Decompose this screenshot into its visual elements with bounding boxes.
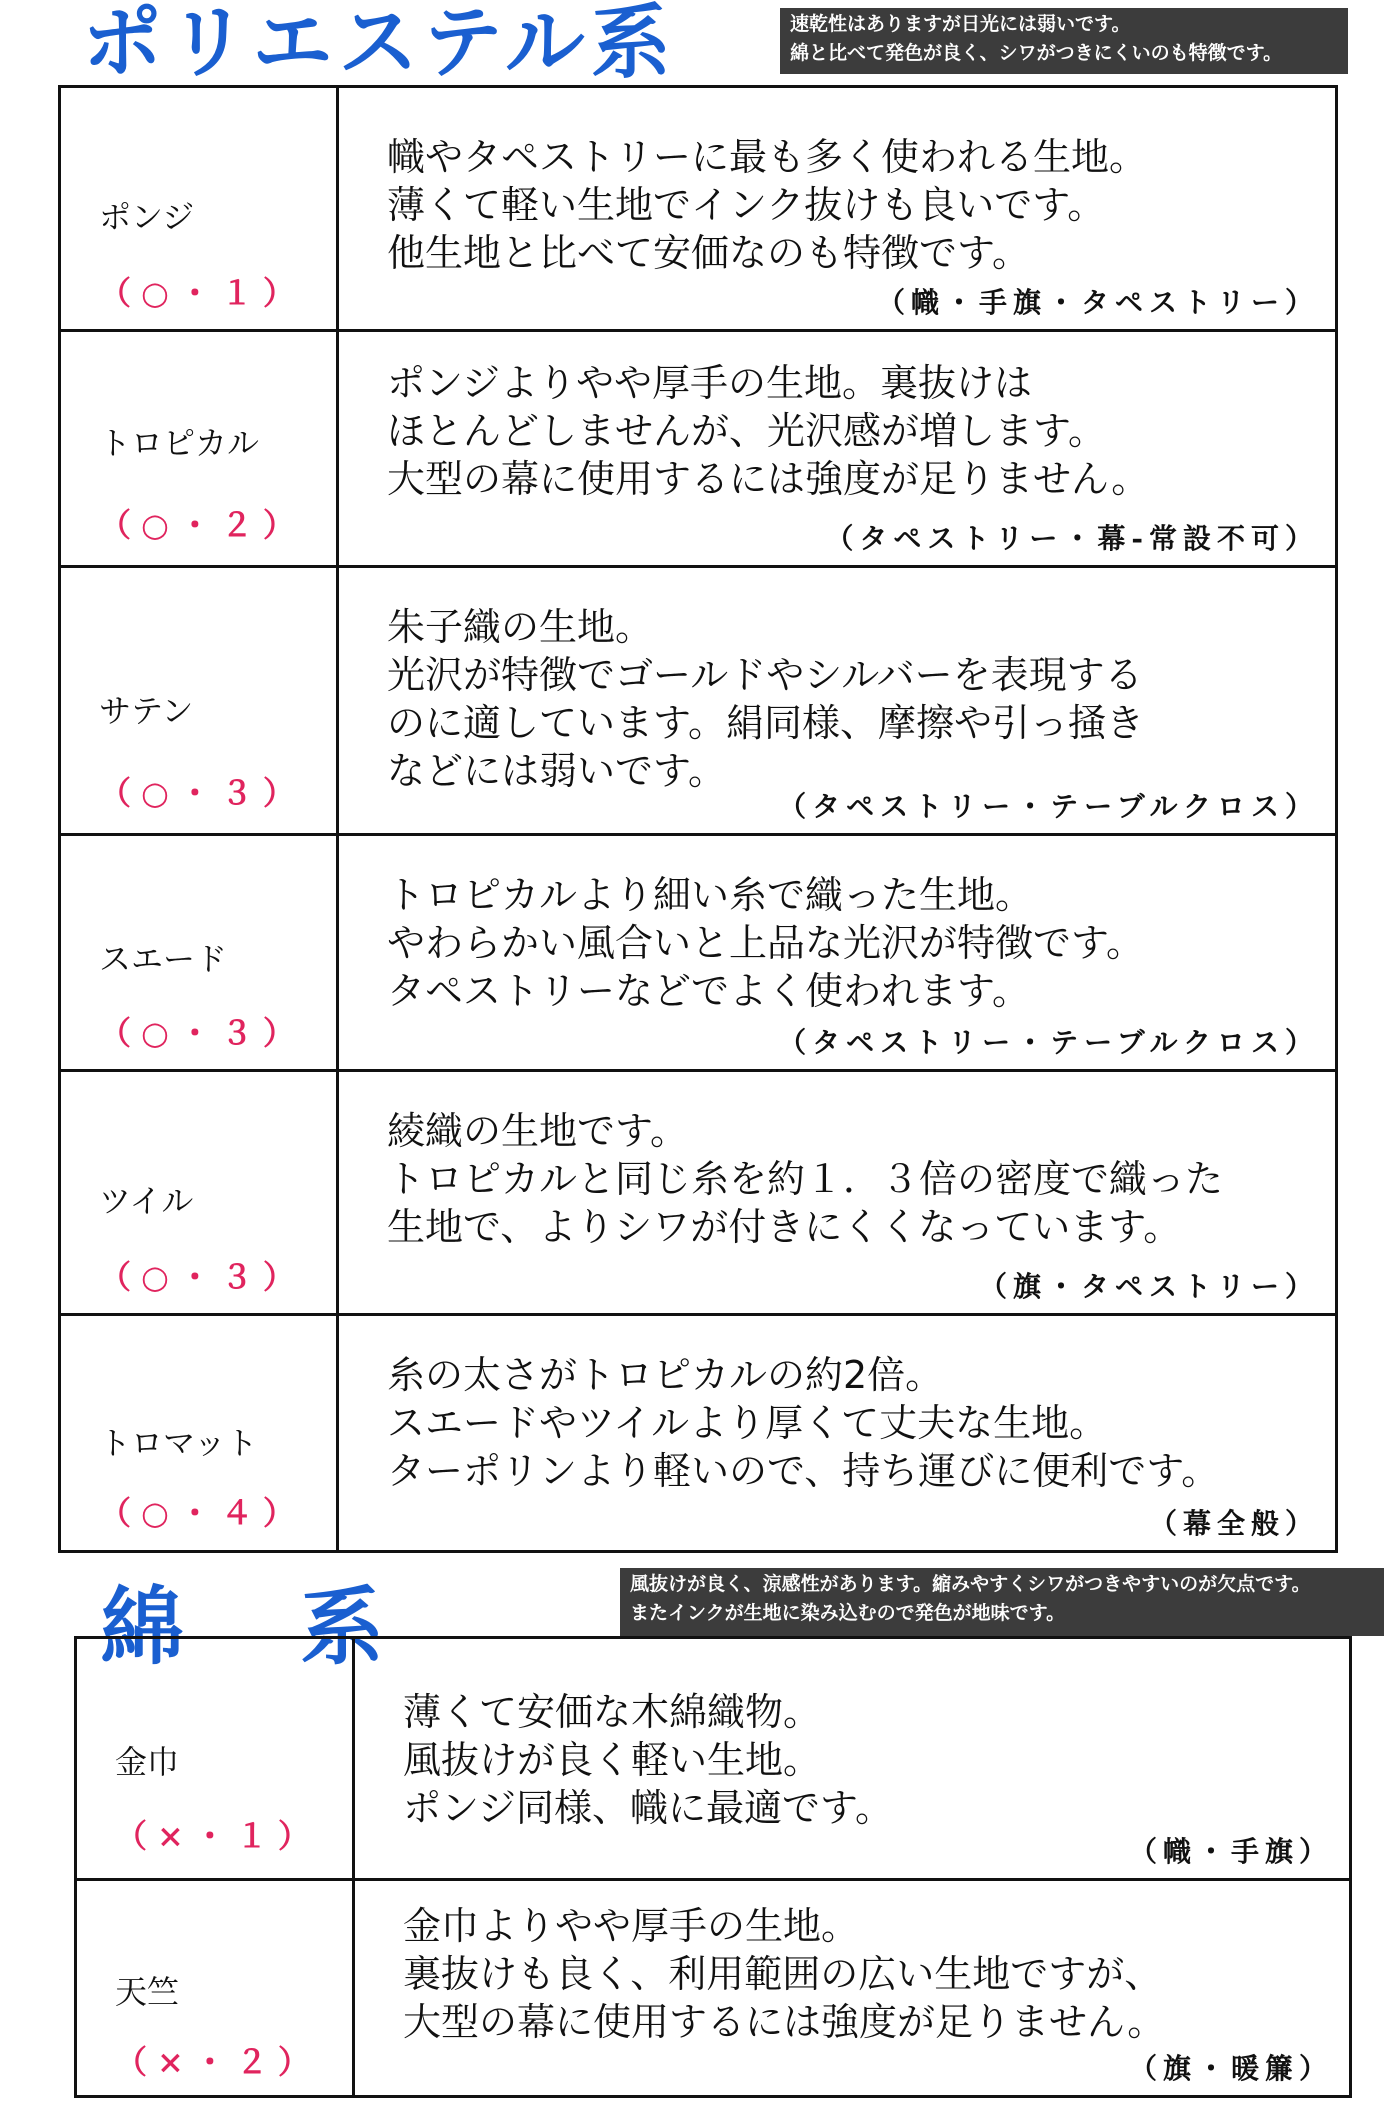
- fabric-name: スエード: [99, 940, 228, 978]
- fabric-description-cell: [339, 88, 1335, 329]
- description-line: 幟やタペストリーに最も多く使われる生地。: [387, 135, 1148, 179]
- fabric-row-satin: [61, 568, 1335, 836]
- fabric-description-cell: [355, 1881, 1349, 2095]
- fabric-description-cell: [339, 1072, 1335, 1313]
- fabric-description-cell: [355, 1639, 1349, 1878]
- polyester-note: [780, 8, 1348, 74]
- fabric-name: 金巾: [115, 1743, 180, 1781]
- description-line: 薄くて安価な木綿織物。: [403, 1690, 822, 1734]
- fabric-grade: （×・２）: [115, 2043, 320, 2081]
- fabric-name-cell: [77, 1639, 355, 1878]
- fabric-usage: （旗・暖簾）: [1128, 2052, 1333, 2085]
- fabric-name-cell: [61, 332, 339, 565]
- description-line: などには弱いです。: [387, 749, 726, 793]
- cotton-note-line: またインクが生地に染み込むので発色が地味です。: [630, 1602, 1066, 1624]
- description-line: ポンジよりやや厚手の生地。裏抜けは: [387, 361, 1033, 405]
- description-line: 薄くて軽い生地でインク抜けも良いです。: [387, 183, 1106, 227]
- fabric-row-toromat: [61, 1316, 1335, 1550]
- fabric-grade: （○・１）: [99, 274, 305, 312]
- fabric-name: ポンジ: [99, 198, 195, 236]
- fabric-grade: （○・３）: [99, 1014, 305, 1052]
- description-line: スエードやツイルより厚くて丈夫な生地。: [387, 1401, 1108, 1445]
- description-line: ポンジ同様、幟に最適です。: [403, 1786, 894, 1830]
- fabric-usage: （旗・タペストリー）: [978, 1270, 1319, 1303]
- description-line: トロピカルより細い糸で織った生地。: [387, 873, 1034, 917]
- polyester-fabric-table: [58, 85, 1338, 1553]
- polyester-note-line: 綿と比べて発色が良く、シワがつきにくいのも特徴です。: [790, 42, 1283, 64]
- description-line: トロピカルと同じ糸を約１．３倍の密度で織った: [387, 1157, 1224, 1201]
- fabric-usage: （タペストリー・テーブルクロス）: [778, 790, 1319, 823]
- description-line: やわらかい風合いと上品な光沢が特徴です。: [387, 921, 1144, 965]
- fabric-name-cell: [61, 1316, 339, 1550]
- fabric-name-cell: [61, 1072, 339, 1313]
- fabric-row-ponji: [61, 88, 1335, 332]
- fabric-name: トロピカル: [99, 424, 260, 462]
- fabric-usage: （幕全般）: [1148, 1507, 1319, 1540]
- fabric-usage: （タペストリー・幕-常設不可）: [825, 522, 1319, 555]
- description-line: のに適しています。絹同様、摩擦や引っ掻き: [387, 701, 1144, 745]
- fabric-row-tenjiku: [77, 1881, 1349, 2095]
- description-line: 金巾よりやや厚手の生地。: [403, 1904, 860, 1948]
- fabric-grade: （×・１）: [115, 1817, 320, 1855]
- fabric-grade: （○・３）: [99, 1258, 305, 1296]
- fabric-usage: （幟・手旗）: [1128, 1835, 1333, 1868]
- description-line: タペストリーなどでよく使われます。: [387, 969, 1030, 1013]
- description-line: 糸の太さがトロピカルの約2倍。: [387, 1353, 944, 1397]
- fabric-name-cell: [61, 836, 339, 1069]
- description-line: 綾織の生地です。: [387, 1109, 688, 1153]
- fabric-usage: （タペストリー・テーブルクロス）: [778, 1026, 1319, 1059]
- cotton-note: [620, 1568, 1384, 1636]
- description-line: 他生地と比べて安価なのも特徴です。: [387, 231, 1030, 275]
- fabric-row-kanakin: [77, 1639, 1349, 1881]
- fabric-grade: （○・３）: [99, 774, 305, 812]
- cotton-fabric-table: [74, 1636, 1352, 2098]
- fabric-description-cell: [339, 332, 1335, 565]
- description-line: 裏抜けも良く、利用範囲の広い生地ですが、: [403, 1952, 1163, 1996]
- fabric-grade: （○・４）: [99, 1494, 305, 1532]
- fabric-name: 天竺: [115, 1973, 180, 2011]
- cotton-note-line: 風抜けが良く、涼感性があります。縮みやすくシワがつきやすいのが欠点です。: [630, 1573, 1311, 1595]
- fabric-description-cell: [339, 568, 1335, 833]
- description-line: ほとんどしませんが、光沢感が増します。: [387, 409, 1106, 453]
- fabric-grade: （○・２）: [99, 506, 305, 544]
- fabric-usage: （幟・手旗・タペストリー）: [876, 286, 1319, 319]
- fabric-name: トロマット: [99, 1424, 258, 1462]
- description-line: 大型の幕に使用するには強度が足りません。: [403, 2000, 1166, 2044]
- description-line: ターポリンより軽いので、持ち運びに便利です。: [387, 1449, 1220, 1493]
- description-line: 朱子織の生地。: [387, 605, 654, 649]
- cotton-title-char: 綿: [100, 1578, 191, 1676]
- description-line: 大型の幕に使用するには強度が足りません。: [387, 457, 1150, 501]
- cotton-title-char: 系: [300, 1578, 391, 1676]
- fabric-name-cell: [61, 568, 339, 833]
- description-line: 風抜けが良く軽い生地。: [403, 1738, 822, 1782]
- description-line: 光沢が特徴でゴールドやシルバーを表現する: [387, 653, 1143, 697]
- fabric-name-cell: [61, 88, 339, 329]
- fabric-description-cell: [339, 836, 1335, 1069]
- polyester-note-line: 速乾性はありますが日光には弱いです。: [790, 13, 1131, 35]
- description-line: 生地で、よりシワが付きにくくなっています。: [387, 1205, 1182, 1249]
- fabric-row-twill: [61, 1072, 1335, 1316]
- fabric-name-cell: [77, 1881, 355, 2095]
- fabric-row-suede: [61, 836, 1335, 1072]
- fabric-name: ツイル: [99, 1182, 194, 1220]
- fabric-name: サテン: [99, 692, 194, 730]
- polyester-section-title: ポリエステル系: [82, 0, 677, 89]
- fabric-description-cell: [339, 1316, 1335, 1550]
- fabric-row-tropical: [61, 332, 1335, 568]
